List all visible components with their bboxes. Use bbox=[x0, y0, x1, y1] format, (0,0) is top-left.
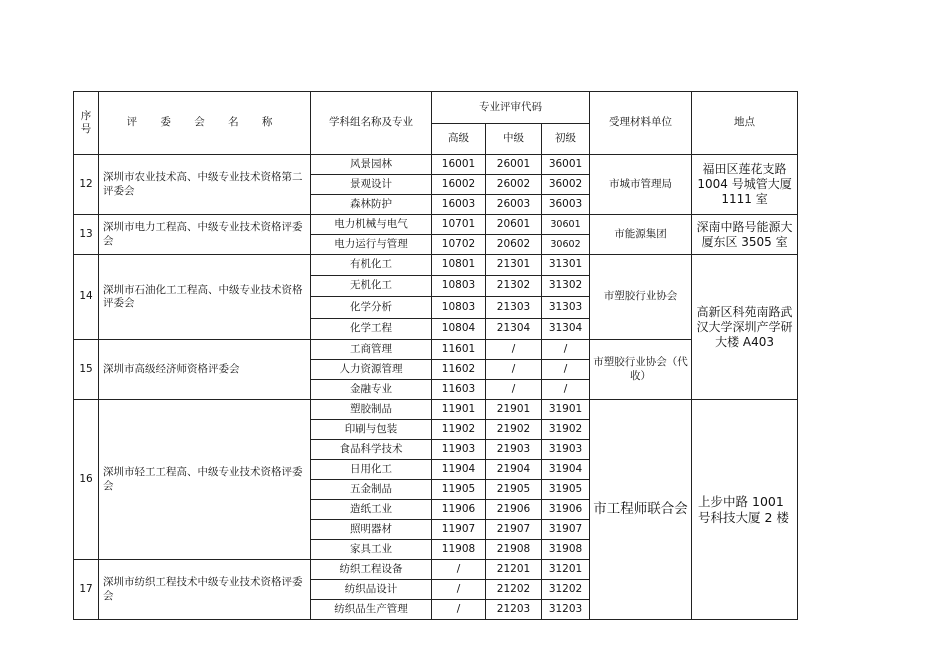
committee-name: 深圳市高级经济师资格评委会 bbox=[99, 340, 311, 400]
senior-code: 10801 bbox=[432, 255, 486, 276]
junior-code: 31304 bbox=[542, 319, 590, 340]
middle-code: 21902 bbox=[486, 420, 542, 440]
discipline-cell: 景观设计 bbox=[311, 175, 432, 195]
senior-code: / bbox=[432, 580, 486, 600]
seq-cell: 14 bbox=[74, 255, 99, 340]
senior-code: 11904 bbox=[432, 460, 486, 480]
discipline-cell: 塑胶制品 bbox=[311, 400, 432, 420]
senior-code: / bbox=[432, 560, 486, 580]
senior-code: 10804 bbox=[432, 319, 486, 340]
table-row bbox=[74, 155, 798, 175]
junior-code: 36001 bbox=[542, 155, 590, 175]
middle-code: 21303 bbox=[486, 297, 542, 319]
header-code-group: 专业评审代码 bbox=[432, 92, 590, 124]
middle-code: 21302 bbox=[486, 276, 542, 297]
middle-code: 21907 bbox=[486, 520, 542, 540]
middle-code: 26003 bbox=[486, 195, 542, 215]
location-cell: 福田区莲花支路 1004 号城管大厦 1111 室 bbox=[692, 155, 798, 215]
middle-code: / bbox=[486, 340, 542, 360]
seq-cell: 12 bbox=[74, 155, 99, 215]
discipline-cell: 照明器材 bbox=[311, 520, 432, 540]
junior-code: 31301 bbox=[542, 255, 590, 276]
discipline-cell: 五金制品 bbox=[311, 480, 432, 500]
middle-code: 21301 bbox=[486, 255, 542, 276]
junior-code: 31902 bbox=[542, 420, 590, 440]
senior-code: 16003 bbox=[432, 195, 486, 215]
discipline-cell: 纺织工程设备 bbox=[311, 560, 432, 580]
location-cell-shared: 高新区科苑南路武汉大学深圳产学研大楼 A403 bbox=[692, 255, 798, 400]
discipline-cell: 电力机械与电气 bbox=[311, 215, 432, 235]
junior-code: 31906 bbox=[542, 500, 590, 520]
junior-code: 31303 bbox=[542, 297, 590, 319]
junior-code: 31901 bbox=[542, 400, 590, 420]
senior-code: 10803 bbox=[432, 297, 486, 319]
committee-name: 深圳市电力工程高、中级专业技术资格评委会 bbox=[99, 215, 311, 255]
middle-code: 21905 bbox=[486, 480, 542, 500]
junior-code: 31904 bbox=[542, 460, 590, 480]
committee-name: 深圳市农业技术高、中级专业技术资格第二评委会 bbox=[99, 155, 311, 215]
middle-code: / bbox=[486, 380, 542, 400]
middle-code: 20601 bbox=[486, 215, 542, 235]
senior-code: 16001 bbox=[432, 155, 486, 175]
junior-code: 36003 bbox=[542, 195, 590, 215]
seq-cell: 15 bbox=[74, 340, 99, 400]
junior-code: 31905 bbox=[542, 480, 590, 500]
header-committee: 评 委 会 名 称 bbox=[99, 92, 311, 155]
table-row bbox=[74, 215, 798, 235]
discipline-cell: 造纸工业 bbox=[311, 500, 432, 520]
header-discipline: 学科组名称及专业 bbox=[311, 92, 432, 155]
header-junior: 初级 bbox=[542, 124, 590, 155]
middle-code: 21906 bbox=[486, 500, 542, 520]
table-row bbox=[74, 400, 798, 420]
senior-code: 11907 bbox=[432, 520, 486, 540]
senior-code: 16002 bbox=[432, 175, 486, 195]
unit-cell: 市塑胶行业协会（代收） bbox=[590, 340, 692, 400]
discipline-cell: 化学分析 bbox=[311, 297, 432, 319]
discipline-cell: 电力运行与管理 bbox=[311, 235, 432, 255]
location-cell: 深南中路号能源大厦东区 3505 室 bbox=[692, 215, 798, 255]
senior-code: 11901 bbox=[432, 400, 486, 420]
committee-name: 深圳市纺织工程技术中级专业技术资格评委会 bbox=[99, 560, 311, 620]
header-seq: 序 号 bbox=[74, 92, 99, 155]
discipline-cell: 风景园林 bbox=[311, 155, 432, 175]
review-committee-table bbox=[73, 91, 798, 620]
junior-code: 31907 bbox=[542, 520, 590, 540]
header-middle: 中级 bbox=[486, 124, 542, 155]
location-cell-shared: 上步中路 1001 号科技大厦 2 楼 bbox=[692, 400, 798, 620]
senior-code: 10803 bbox=[432, 276, 486, 297]
junior-code: 31201 bbox=[542, 560, 590, 580]
middle-code: 21901 bbox=[486, 400, 542, 420]
senior-code: 10701 bbox=[432, 215, 486, 235]
unit-cell: 市城市管理局 bbox=[590, 155, 692, 215]
discipline-cell: 日用化工 bbox=[311, 460, 432, 480]
header-unit: 受理材料单位 bbox=[590, 92, 692, 155]
committee-name: 深圳市轻工工程高、中级专业技术资格评委会 bbox=[99, 400, 311, 560]
middle-code: 21908 bbox=[486, 540, 542, 560]
discipline-cell: 纺织品设计 bbox=[311, 580, 432, 600]
committee-name: 深圳市石油化工工程高、中级专业技术资格评委会 bbox=[99, 255, 311, 340]
senior-code: / bbox=[432, 600, 486, 620]
discipline-cell: 有机化工 bbox=[311, 255, 432, 276]
table-row bbox=[74, 255, 798, 276]
middle-code: 21903 bbox=[486, 440, 542, 460]
junior-code: 31302 bbox=[542, 276, 590, 297]
middle-code: 21203 bbox=[486, 600, 542, 620]
junior-code: 36002 bbox=[542, 175, 590, 195]
senior-code: 11602 bbox=[432, 360, 486, 380]
junior-code: 31202 bbox=[542, 580, 590, 600]
senior-code: 11903 bbox=[432, 440, 486, 460]
middle-code: 26001 bbox=[486, 155, 542, 175]
discipline-cell: 金融专业 bbox=[311, 380, 432, 400]
junior-code: / bbox=[542, 340, 590, 360]
table-row bbox=[74, 340, 798, 360]
discipline-cell: 人力资源管理 bbox=[311, 360, 432, 380]
junior-code: / bbox=[542, 380, 590, 400]
junior-code: 30601 bbox=[542, 215, 590, 235]
senior-code: 11601 bbox=[432, 340, 486, 360]
senior-code: 10702 bbox=[432, 235, 486, 255]
seq-cell: 13 bbox=[74, 215, 99, 255]
unit-cell: 市能源集团 bbox=[590, 215, 692, 255]
discipline-cell: 纺织品生产管理 bbox=[311, 600, 432, 620]
unit-cell-shared: 市工程师联合会 bbox=[590, 400, 692, 620]
header-senior: 高级 bbox=[432, 124, 486, 155]
senior-code: 11906 bbox=[432, 500, 486, 520]
discipline-cell: 印刷与包装 bbox=[311, 420, 432, 440]
middle-code: 20602 bbox=[486, 235, 542, 255]
junior-code: / bbox=[542, 360, 590, 380]
seq-cell: 17 bbox=[74, 560, 99, 620]
junior-code: 31203 bbox=[542, 600, 590, 620]
middle-code: 26002 bbox=[486, 175, 542, 195]
discipline-cell: 家具工业 bbox=[311, 540, 432, 560]
discipline-cell: 森林防护 bbox=[311, 195, 432, 215]
discipline-cell: 无机化工 bbox=[311, 276, 432, 297]
junior-code: 31903 bbox=[542, 440, 590, 460]
middle-code: 21202 bbox=[486, 580, 542, 600]
junior-code: 30602 bbox=[542, 235, 590, 255]
senior-code: 11908 bbox=[432, 540, 486, 560]
unit-cell: 市塑胶行业协会 bbox=[590, 255, 692, 340]
middle-code: 21904 bbox=[486, 460, 542, 480]
header-location: 地点 bbox=[692, 92, 798, 155]
senior-code: 11902 bbox=[432, 420, 486, 440]
discipline-cell: 工商管理 bbox=[311, 340, 432, 360]
middle-code: / bbox=[486, 360, 542, 380]
senior-code: 11905 bbox=[432, 480, 486, 500]
discipline-cell: 化学工程 bbox=[311, 319, 432, 340]
seq-cell: 16 bbox=[74, 400, 99, 560]
header-row bbox=[74, 92, 798, 124]
middle-code: 21304 bbox=[486, 319, 542, 340]
junior-code: 31908 bbox=[542, 540, 590, 560]
discipline-cell: 食品科学技术 bbox=[311, 440, 432, 460]
senior-code: 11603 bbox=[432, 380, 486, 400]
middle-code: 21201 bbox=[486, 560, 542, 580]
